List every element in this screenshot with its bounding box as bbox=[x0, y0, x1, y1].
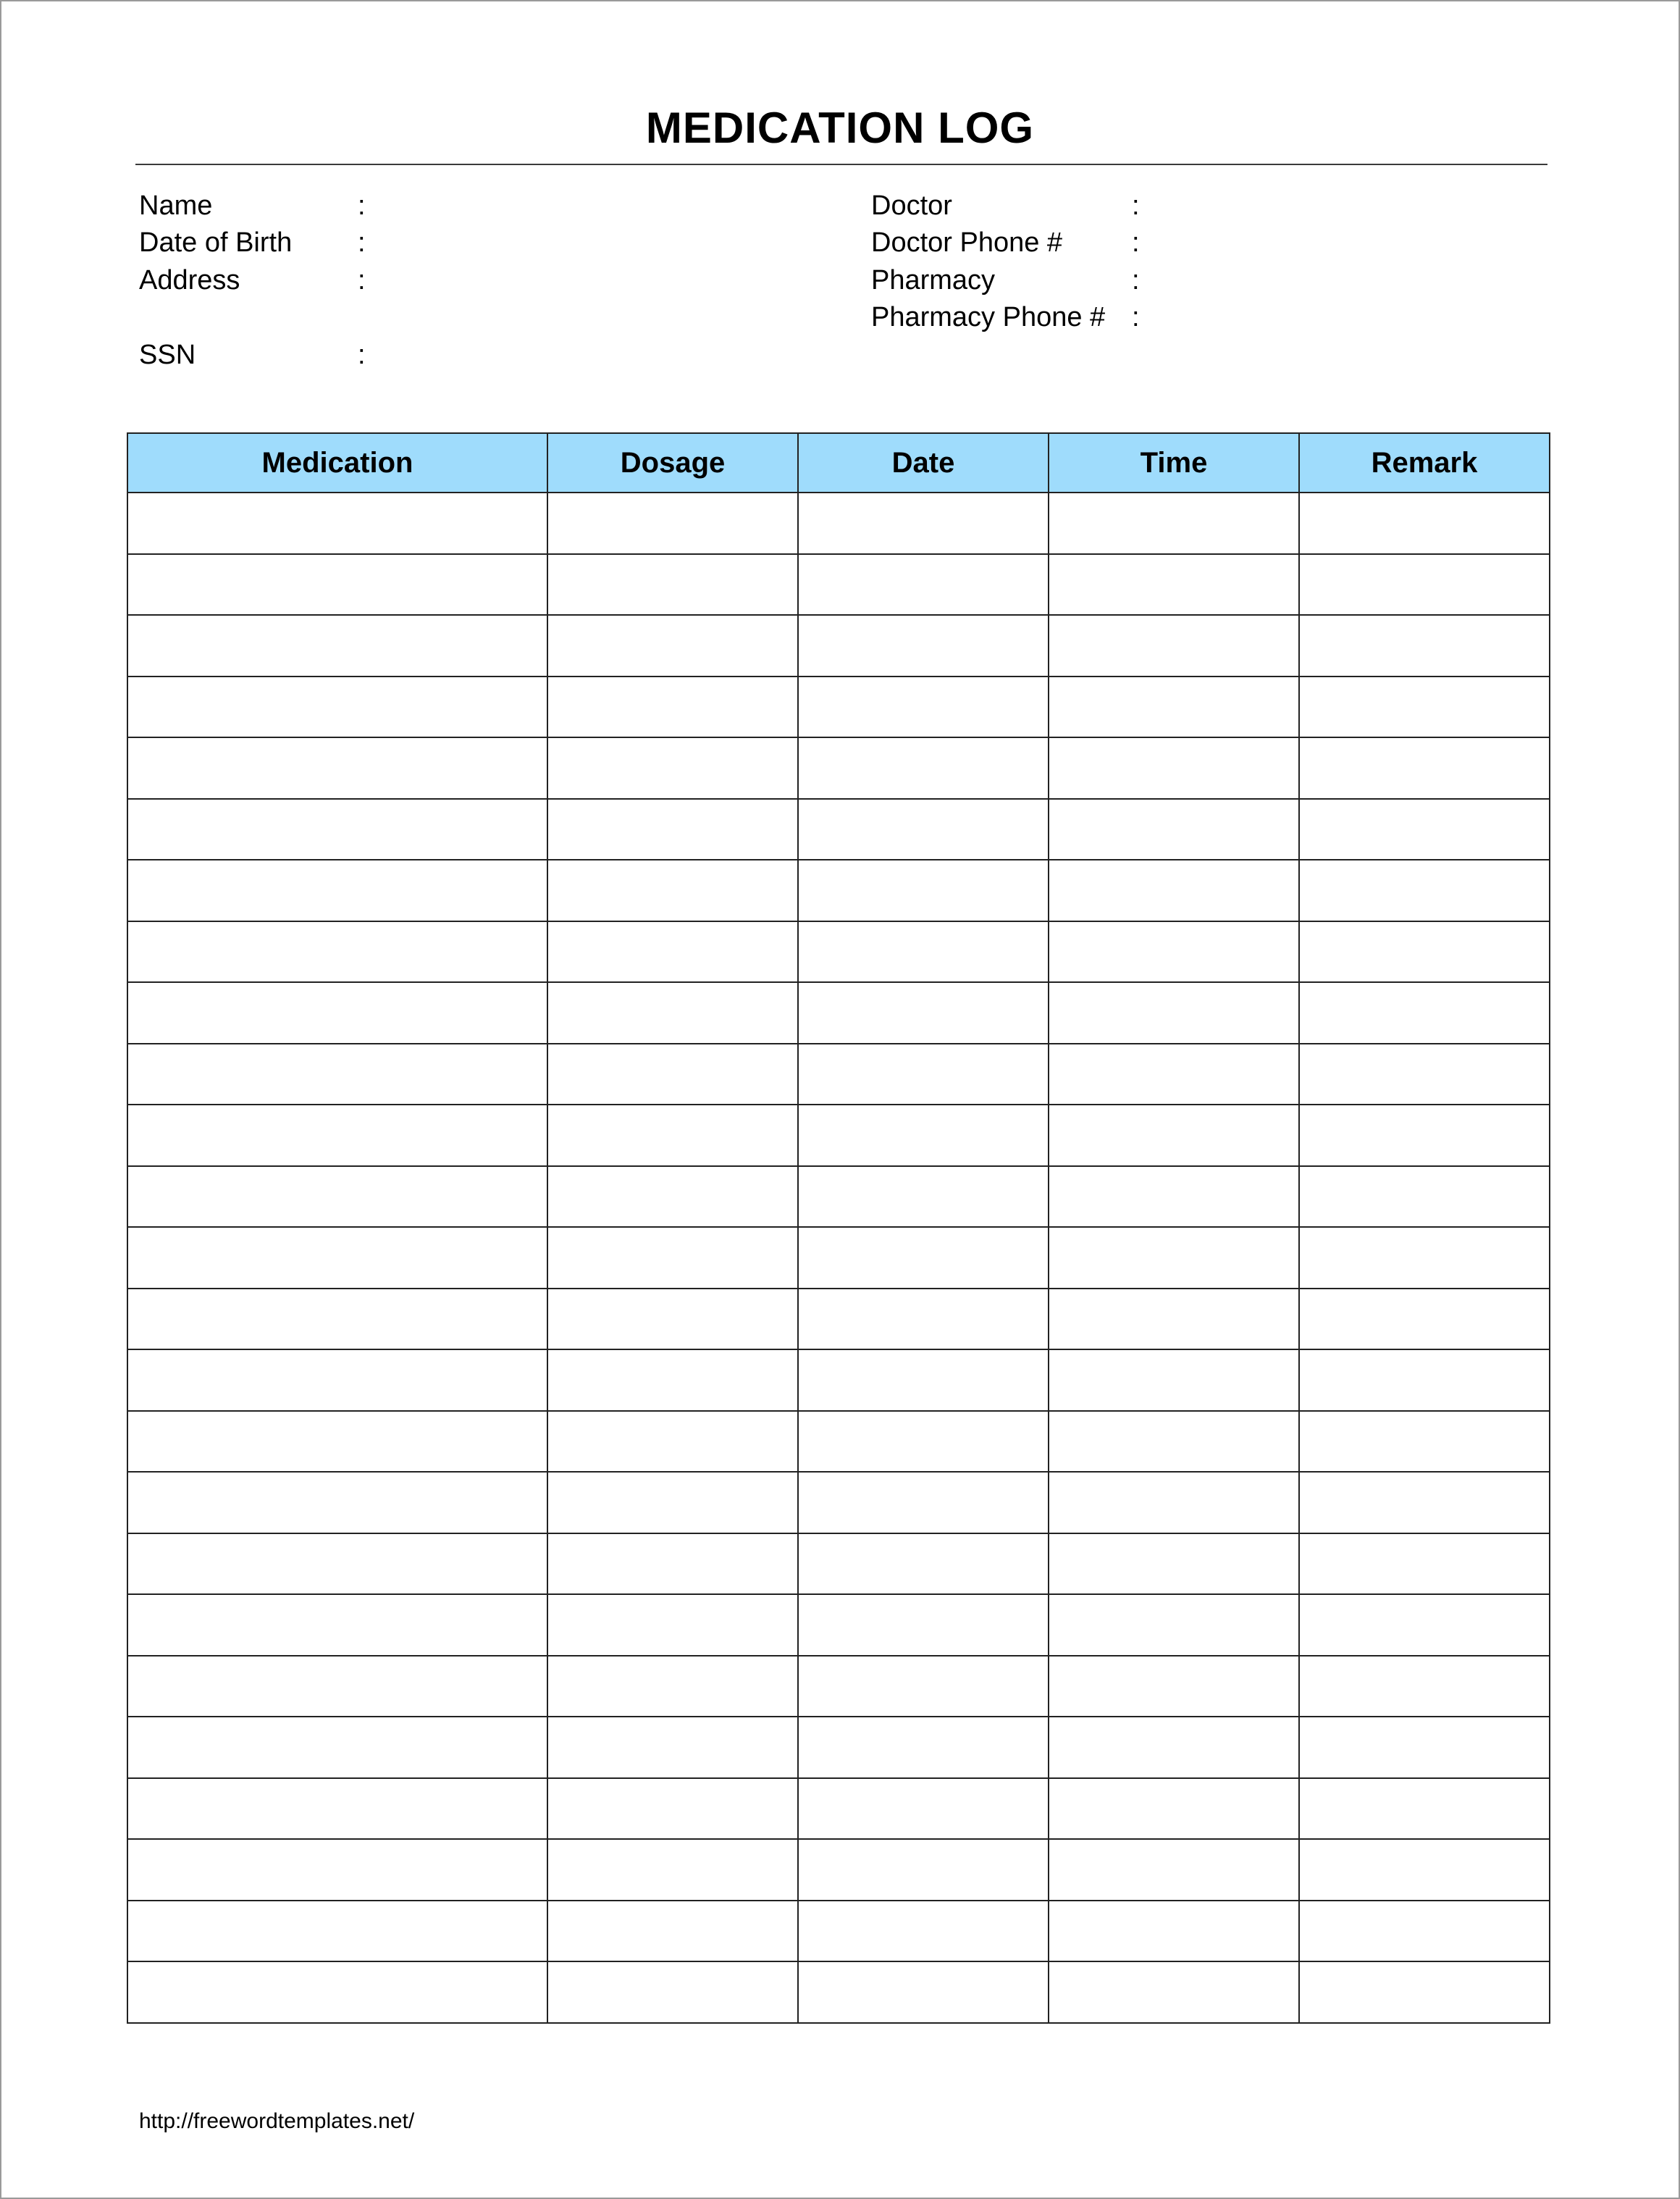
table-cell-medication[interactable] bbox=[127, 615, 547, 677]
table-cell-medication[interactable] bbox=[127, 1717, 547, 1778]
table-cell-time[interactable] bbox=[1049, 1044, 1299, 1105]
table-cell-time[interactable] bbox=[1049, 921, 1299, 983]
table-cell-remark[interactable] bbox=[1299, 615, 1550, 677]
table-row bbox=[127, 1778, 1550, 1840]
table-cell-time[interactable] bbox=[1049, 737, 1299, 799]
table-row bbox=[127, 1717, 1550, 1778]
table-cell-date[interactable] bbox=[798, 1778, 1049, 1840]
field-doctor-phone bbox=[871, 226, 1140, 259]
table-row bbox=[127, 677, 1550, 738]
table-cell-remark[interactable] bbox=[1299, 1411, 1550, 1473]
table-cell-time[interactable] bbox=[1049, 554, 1299, 616]
table-cell-date[interactable] bbox=[798, 1166, 1049, 1228]
table-cell-time[interactable] bbox=[1049, 677, 1299, 738]
table-cell-date[interactable] bbox=[798, 1105, 1049, 1166]
table-cell-remark[interactable] bbox=[1299, 1656, 1550, 1717]
table-cell-time[interactable] bbox=[1049, 1166, 1299, 1228]
table-cell-date[interactable] bbox=[798, 677, 1049, 738]
table-row bbox=[127, 860, 1550, 921]
table-row bbox=[127, 554, 1550, 616]
table-cell-dosage[interactable] bbox=[547, 1594, 798, 1656]
table-cell-time[interactable] bbox=[1049, 1411, 1299, 1473]
page-title: MEDICATION LOG bbox=[645, 104, 1035, 152]
table-cell-medication[interactable] bbox=[127, 1227, 547, 1289]
table-cell-medication[interactable] bbox=[127, 1105, 547, 1166]
table-cell-date[interactable] bbox=[798, 1227, 1049, 1289]
table-cell-remark[interactable] bbox=[1299, 799, 1550, 860]
table-cell-medication[interactable] bbox=[127, 1961, 547, 2023]
table-cell-medication[interactable] bbox=[127, 677, 547, 738]
field-date-of-birth-colon: : bbox=[358, 227, 366, 258]
table-cell-remark[interactable] bbox=[1299, 493, 1550, 554]
table-cell-dosage[interactable] bbox=[547, 1289, 798, 1350]
table-cell-date[interactable] bbox=[798, 1961, 1049, 2023]
table-cell-time[interactable] bbox=[1049, 1105, 1299, 1166]
table-cell-dosage[interactable] bbox=[547, 1656, 798, 1717]
table-cell-time[interactable] bbox=[1049, 1472, 1299, 1533]
field-doctor-colon: : bbox=[1132, 190, 1140, 221]
field-address bbox=[139, 264, 366, 297]
table-row bbox=[127, 493, 1550, 554]
table-cell-dosage[interactable] bbox=[547, 1227, 798, 1289]
table-cell-date[interactable] bbox=[798, 554, 1049, 616]
table-cell-date[interactable] bbox=[798, 982, 1049, 1044]
table-cell-remark[interactable] bbox=[1299, 982, 1550, 1044]
footer-url: http://freewordtemplates.net/ bbox=[139, 2109, 415, 2133]
table-cell-remark[interactable] bbox=[1299, 737, 1550, 799]
table-cell-date[interactable] bbox=[798, 1717, 1049, 1778]
table-cell-date[interactable] bbox=[798, 737, 1049, 799]
table-cell-date[interactable] bbox=[798, 1044, 1049, 1105]
table-cell-dosage[interactable] bbox=[547, 1166, 798, 1228]
column-header-date: Date bbox=[798, 433, 1049, 493]
table-cell-dosage[interactable] bbox=[547, 921, 798, 983]
table-cell-medication[interactable] bbox=[127, 982, 547, 1044]
table-cell-time[interactable] bbox=[1049, 799, 1299, 860]
table-cell-dosage[interactable] bbox=[547, 1044, 798, 1105]
table-cell-date[interactable] bbox=[798, 799, 1049, 860]
table-cell-medication[interactable] bbox=[127, 737, 547, 799]
field-name bbox=[139, 189, 366, 222]
field-address-label: Address bbox=[139, 265, 240, 296]
table-cell-date[interactable] bbox=[798, 1594, 1049, 1656]
table-cell-date[interactable] bbox=[798, 1472, 1049, 1533]
table-cell-time[interactable] bbox=[1049, 1839, 1299, 1901]
table-cell-date[interactable] bbox=[798, 1533, 1049, 1595]
table-row bbox=[127, 1901, 1550, 1962]
table-cell-dosage[interactable] bbox=[547, 1411, 798, 1473]
table-row bbox=[127, 1044, 1550, 1105]
table-cell-remark[interactable] bbox=[1299, 554, 1550, 616]
table-row bbox=[127, 1289, 1550, 1350]
table-cell-remark[interactable] bbox=[1299, 1594, 1550, 1656]
table-cell-medication[interactable] bbox=[127, 1778, 547, 1840]
table-cell-remark[interactable] bbox=[1299, 1289, 1550, 1350]
field-pharmacy bbox=[871, 264, 1140, 297]
table-cell-dosage[interactable] bbox=[547, 493, 798, 554]
table-cell-dosage[interactable] bbox=[547, 1533, 798, 1595]
table-cell-medication[interactable] bbox=[127, 921, 547, 983]
table-cell-date[interactable] bbox=[798, 1656, 1049, 1717]
field-date-of-birth-label: Date of Birth bbox=[139, 227, 293, 258]
table-cell-medication[interactable] bbox=[127, 493, 547, 554]
table-cell-dosage[interactable] bbox=[547, 1105, 798, 1166]
table-cell-time[interactable] bbox=[1049, 1533, 1299, 1595]
field-ssn-colon: : bbox=[358, 340, 366, 370]
table-header-row bbox=[127, 433, 1550, 493]
table-cell-medication[interactable] bbox=[127, 1411, 547, 1473]
table-cell-dosage[interactable] bbox=[547, 615, 798, 677]
column-header-dosage: Dosage bbox=[547, 433, 798, 493]
table-cell-date[interactable] bbox=[798, 1411, 1049, 1473]
table-cell-date[interactable] bbox=[798, 615, 1049, 677]
table-cell-remark[interactable] bbox=[1299, 1901, 1550, 1962]
field-pharmacy-label: Pharmacy bbox=[871, 265, 996, 296]
table-cell-remark[interactable] bbox=[1299, 1533, 1550, 1595]
column-header-time: Time bbox=[1049, 433, 1299, 493]
table-row bbox=[127, 1839, 1550, 1901]
table-row bbox=[127, 1166, 1550, 1228]
table-row bbox=[127, 1105, 1550, 1166]
table-cell-medication[interactable] bbox=[127, 1044, 547, 1105]
table-cell-dosage[interactable] bbox=[547, 1901, 798, 1962]
table-cell-dosage[interactable] bbox=[547, 1839, 798, 1901]
table-cell-time[interactable] bbox=[1049, 1349, 1299, 1411]
table-cell-dosage[interactable] bbox=[547, 1778, 798, 1840]
table-cell-date[interactable] bbox=[798, 493, 1049, 554]
table-cell-date[interactable] bbox=[798, 1901, 1049, 1962]
table-cell-remark[interactable] bbox=[1299, 1961, 1550, 2023]
table-row bbox=[127, 1227, 1550, 1289]
table-body bbox=[127, 493, 1550, 2023]
table-cell-time[interactable] bbox=[1049, 860, 1299, 921]
table-cell-remark[interactable] bbox=[1299, 1472, 1550, 1533]
table-row bbox=[127, 1411, 1550, 1473]
table-cell-medication[interactable] bbox=[127, 799, 547, 860]
table-cell-medication[interactable] bbox=[127, 860, 547, 921]
table-cell-medication[interactable] bbox=[127, 1594, 547, 1656]
table-row bbox=[127, 982, 1550, 1044]
table-cell-medication[interactable] bbox=[127, 1533, 547, 1595]
medication-log-table bbox=[127, 432, 1550, 2024]
field-doctor-phone-label: Doctor Phone # bbox=[871, 227, 1063, 258]
table-row bbox=[127, 1961, 1550, 2023]
table-cell-remark[interactable] bbox=[1299, 1778, 1550, 1840]
table-cell-time[interactable] bbox=[1049, 615, 1299, 677]
table-row bbox=[127, 1656, 1550, 1717]
table-cell-time[interactable] bbox=[1049, 1594, 1299, 1656]
table-cell-dosage[interactable] bbox=[547, 799, 798, 860]
table-cell-dosage[interactable] bbox=[547, 1472, 798, 1533]
table-row bbox=[127, 1472, 1550, 1533]
table-cell-medication[interactable] bbox=[127, 1656, 547, 1717]
table-cell-medication[interactable] bbox=[127, 1349, 547, 1411]
table-cell-remark[interactable] bbox=[1299, 677, 1550, 738]
table-cell-remark[interactable] bbox=[1299, 860, 1550, 921]
field-date-of-birth bbox=[139, 226, 366, 259]
table-row bbox=[127, 799, 1550, 860]
title-underline bbox=[135, 164, 1547, 165]
table-cell-date[interactable] bbox=[798, 1839, 1049, 1901]
table-row bbox=[127, 1349, 1550, 1411]
column-header-medication: Medication bbox=[127, 433, 547, 493]
table-cell-time[interactable] bbox=[1049, 493, 1299, 554]
table-cell-remark[interactable] bbox=[1299, 1044, 1550, 1105]
table-cell-date[interactable] bbox=[798, 1349, 1049, 1411]
table-cell-remark[interactable] bbox=[1299, 1717, 1550, 1778]
field-name-label: Name bbox=[139, 190, 213, 221]
table-cell-remark[interactable] bbox=[1299, 1105, 1550, 1166]
table-cell-time[interactable] bbox=[1049, 1289, 1299, 1350]
table-row bbox=[127, 921, 1550, 983]
table-cell-dosage[interactable] bbox=[547, 1717, 798, 1778]
field-pharmacy-phone-label: Pharmacy Phone # bbox=[871, 302, 1106, 332]
field-pharmacy-phone-colon: : bbox=[1132, 302, 1140, 332]
table-cell-dosage[interactable] bbox=[547, 554, 798, 616]
table-cell-remark[interactable] bbox=[1299, 1349, 1550, 1411]
column-header-remark: Remark bbox=[1299, 433, 1550, 493]
field-name-colon: : bbox=[358, 190, 366, 221]
table-row bbox=[127, 1533, 1550, 1595]
field-doctor bbox=[871, 189, 1140, 222]
field-ssn-label: SSN bbox=[139, 340, 196, 370]
table-cell-remark[interactable] bbox=[1299, 1839, 1550, 1901]
field-address-colon: : bbox=[358, 265, 366, 296]
field-doctor-label: Doctor bbox=[871, 190, 952, 221]
table-cell-medication[interactable] bbox=[127, 1901, 547, 1962]
field-pharmacy-colon: : bbox=[1132, 265, 1140, 296]
table-cell-remark[interactable] bbox=[1299, 1166, 1550, 1228]
table-cell-remark[interactable] bbox=[1299, 921, 1550, 983]
table-row bbox=[127, 737, 1550, 799]
table-cell-medication[interactable] bbox=[127, 554, 547, 616]
table-cell-medication[interactable] bbox=[127, 1166, 547, 1228]
table-cell-time[interactable] bbox=[1049, 1717, 1299, 1778]
table-cell-medication[interactable] bbox=[127, 1289, 547, 1350]
table-cell-dosage[interactable] bbox=[547, 982, 798, 1044]
table-cell-medication[interactable] bbox=[127, 1472, 547, 1533]
table-cell-medication[interactable] bbox=[127, 1839, 547, 1901]
table-cell-time[interactable] bbox=[1049, 1961, 1299, 2023]
table-cell-time[interactable] bbox=[1049, 1778, 1299, 1840]
table-cell-dosage[interactable] bbox=[547, 860, 798, 921]
field-pharmacy-phone bbox=[871, 301, 1140, 334]
table-cell-time[interactable] bbox=[1049, 1901, 1299, 1962]
table-cell-time[interactable] bbox=[1049, 1227, 1299, 1289]
table-row bbox=[127, 1594, 1550, 1656]
table-cell-date[interactable] bbox=[798, 860, 1049, 921]
field-doctor-phone-colon: : bbox=[1132, 227, 1140, 258]
table-cell-date[interactable] bbox=[798, 921, 1049, 983]
table-cell-dosage[interactable] bbox=[547, 737, 798, 799]
table-cell-time[interactable] bbox=[1049, 1656, 1299, 1717]
table-cell-dosage[interactable] bbox=[547, 1961, 798, 2023]
table-cell-time[interactable] bbox=[1049, 982, 1299, 1044]
table-cell-dosage[interactable] bbox=[547, 677, 798, 738]
table-cell-dosage[interactable] bbox=[547, 1349, 798, 1411]
table-row bbox=[127, 615, 1550, 677]
table-cell-date[interactable] bbox=[798, 1289, 1049, 1350]
table-cell-remark[interactable] bbox=[1299, 1227, 1550, 1289]
field-ssn bbox=[139, 338, 366, 372]
